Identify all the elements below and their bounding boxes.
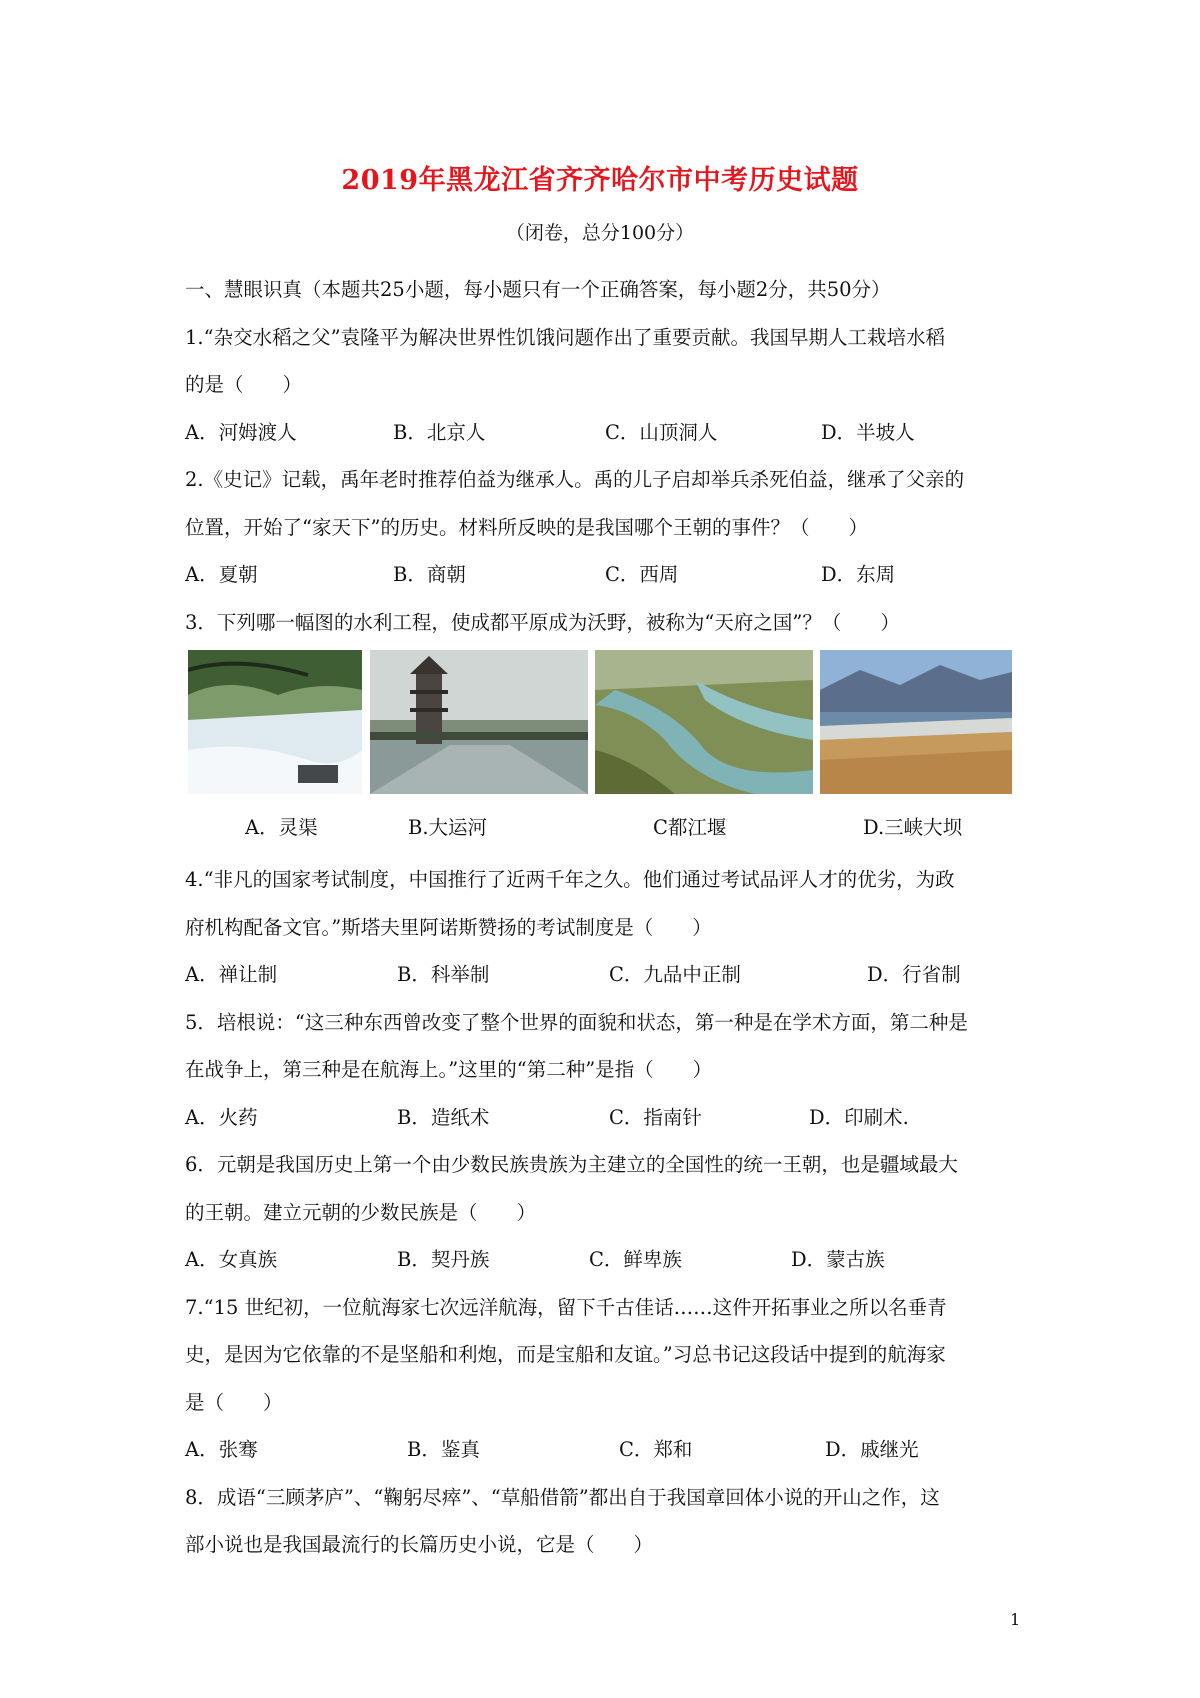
option-b: B．鉴真	[407, 1438, 480, 1461]
question-4-line-1: 4.“非凡的国家考试制度，中国推行了近两千年之久。他们通过考试品评人才的优劣，为政	[185, 868, 955, 891]
option-a: A．河姆渡人	[185, 420, 297, 444]
page-subtitle: （闭卷，总分100分）	[505, 222, 695, 244]
option-d: D．蒙古族	[791, 1248, 885, 1271]
question-6-options	[185, 1236, 1030, 1284]
image-label-a: A．灵渠	[245, 816, 318, 839]
option-b: B．科举制	[397, 963, 490, 986]
question-4-line-2: 府机构配备文官。”斯塔夫里阿诺斯赞扬的考试制度是（ ）	[185, 915, 712, 939]
option-a: A．女真族	[185, 1248, 278, 1271]
question-list	[185, 266, 1030, 1569]
question-3-line-1: 3．下列哪一幅图的水利工程，使成都平原成为沃野，被称为“天府之国”？（ ）	[185, 610, 900, 634]
image-label-d: D.三峡大坝	[863, 816, 963, 839]
option-c: C．鲜卑族	[589, 1248, 682, 1271]
question-8-line-1: 8．成语“三顾茅庐”、“鞠躬尽瘁”、“草船借箭”都出自于我国章回体小说的开山之作，这	[185, 1485, 940, 1509]
question-7-line-3: 是（ ）	[185, 1390, 283, 1414]
question-7-line-2: 史，是因为它依靠的不是坚船和利炮，而是宝船和友谊。”习总书记这段话中提到的航海家	[185, 1343, 946, 1366]
three-gorges-dam-photo	[820, 650, 1012, 794]
question-7-line-1: 7.“15 世纪初，一位航海家七次远洋航海，留下千古佳话……这件开拓事业之所以名垂青	[185, 1295, 947, 1319]
question-8-line-2: 部小说也是我国最流行的长篇历史小说，它是（ ）	[185, 1533, 654, 1556]
option-a: A．张骞	[185, 1438, 258, 1461]
option-d: D．行省制	[867, 963, 961, 986]
option-a: A．禅让制	[185, 963, 278, 986]
option-b: B．商朝	[393, 563, 466, 586]
question-4-options	[185, 951, 1030, 999]
question-6-line-1: 6．元朝是我国历史上第一个由少数民族贵族为主建立的全国性的统一王朝，也是疆域最大	[185, 1153, 958, 1176]
page-title: 2019年黑龙江省齐齐哈尔市中考历史试题	[341, 165, 859, 196]
question-1-line-1: 1.“杂交水稻之父”袁隆平为解决世界性饥饿问题作出了重要贡献。我国早期人工栽培水稻	[185, 325, 946, 349]
option-b: B．契丹族	[397, 1248, 490, 1271]
question-5-options	[185, 1094, 1030, 1142]
question-7-options	[185, 1426, 1030, 1474]
question-3-image-labels	[185, 800, 1030, 856]
option-c: C．九品中正制	[609, 963, 741, 986]
question-6-line-2: 的王朝。建立元朝的少数民族是（ ）	[185, 1200, 537, 1224]
question-1-options	[185, 409, 1030, 457]
option-d: D．东周	[821, 563, 896, 586]
dujiangyan-photo	[595, 650, 813, 794]
option-d: D．印刷术.	[809, 1105, 909, 1129]
option-a: A．夏朝	[185, 563, 258, 586]
question-2-line-2: 位置，开始了“家天下”的历史。材料所反映的是我国哪个王朝的事件？（ ）	[185, 515, 868, 539]
option-b: B．造纸术	[397, 1105, 490, 1129]
option-c: C．西周	[605, 563, 679, 586]
option-c: C．山顶洞人	[605, 420, 718, 444]
image-label-b: B.大运河	[408, 816, 488, 839]
option-b: B．北京人	[393, 420, 486, 444]
section-heading: 一、慧眼识真（本题共25小题，每小题只有一个正确答案，每小题2分，共50分）	[185, 278, 891, 301]
question-5-line-2: 在战争上，第三种是在航海上。”这里的“第二种”是指（ ）	[185, 1058, 713, 1081]
option-c: C．郑和	[619, 1438, 693, 1461]
option-d: D．半坡人	[821, 420, 915, 444]
option-a: A．火药	[185, 1105, 258, 1129]
option-c: C．指南针	[609, 1105, 702, 1129]
grand-canal-photo	[370, 650, 588, 794]
question-5-line-1: 5．培根说：“这三种东西曾改变了整个世界的面貌和状态，第一种是在学术方面，第二种是	[185, 1010, 968, 1034]
option-d: D．戚继光	[825, 1438, 919, 1461]
page-number: 1	[1010, 1610, 1021, 1629]
question-2-options	[185, 551, 1030, 599]
question-2-line-1: 2.《史记》记载，禹年老时推荐伯益为继承人。禹的儿子启却举兵杀死伯益，继承了父亲的	[185, 468, 965, 491]
lingqu-photo	[188, 650, 362, 794]
question-1-line-2: 的是（ ）	[185, 373, 303, 396]
image-label-c: C都江堰	[653, 816, 727, 839]
question-3-images	[185, 650, 1030, 800]
